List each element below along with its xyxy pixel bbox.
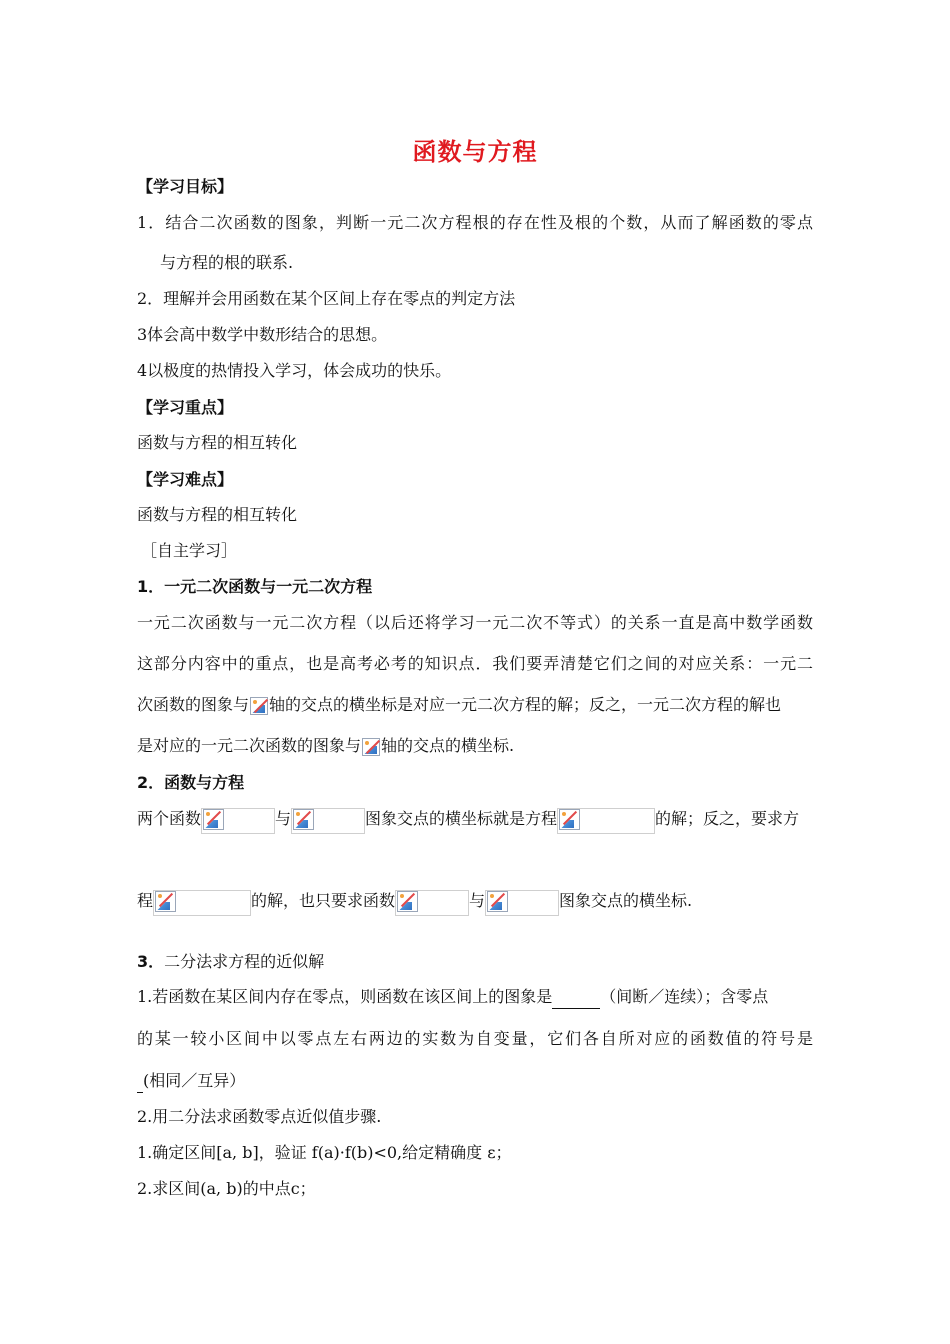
- objective-3: 3体会高中数学中数形结合的思想。: [137, 325, 388, 344]
- section-3-line-1-b: （间断／连续）；含零点: [600, 987, 769, 1006]
- section-3-line-2: 的某一较小区间中以零点左右两边的实数为自变量，它们各自所对应的函数值的符号是: [137, 1029, 813, 1048]
- section-1-line-4-start: 是对应的一元二次函数的图象与: [137, 736, 362, 755]
- section-1-paragraph-line-1: 一元二次函数与一元二次方程（以后还将学习一元二次不等式）的关系一直是高中数学函数: [137, 613, 813, 632]
- section-1-paragraph-line-2: 这部分内容中的重点，也是高考必考的知识点．我们要弄清楚它们之间的对应关系：一元二: [137, 654, 813, 673]
- section-2-line-2-c: 与: [469, 891, 486, 910]
- section-2-line-1-b: 与: [275, 809, 292, 828]
- section-2-line-2-a: 程: [137, 891, 154, 910]
- section-3-line-4: 2.用二分法求函数零点近似值步骤.: [137, 1107, 382, 1126]
- section-2-line-1-a: 两个函数: [137, 809, 202, 828]
- objective-4: 4以极度的热情投入学习，体会成功的快乐。: [137, 361, 452, 380]
- section-3-line-5: 1.确定区间[a, b]，验证 f(a)·f(b)<0,给定精确度 ε；: [137, 1143, 512, 1162]
- formula-image-box: [395, 890, 469, 916]
- focus-heading: 【学习重点】: [137, 398, 234, 417]
- section-1-paragraph-line-4: [137, 735, 514, 757]
- page-title: 函数与方程: [412, 138, 538, 166]
- broken-image-icon: [203, 809, 224, 830]
- section-2-line-1: [137, 808, 799, 834]
- broken-image-icon: [559, 809, 580, 830]
- section-1-paragraph-line-3: [137, 694, 813, 716]
- difficulty-text: 函数与方程的相互转化: [137, 505, 298, 524]
- difficulty-heading: 【学习难点】: [137, 470, 234, 489]
- section-3-heading: [137, 951, 324, 973]
- section-1-line-4-end: 轴的交点的横坐标.: [381, 736, 515, 755]
- section-3-line-3: [137, 1070, 245, 1093]
- section-2-line-2: [137, 890, 692, 916]
- section-3-line-1-a: 1.若函数在某区间内存在零点，则函数在该区间上的图象是: [137, 987, 553, 1006]
- formula-image-box: [291, 808, 365, 834]
- section-2-heading: 2．函数与方程: [137, 773, 245, 792]
- broken-image-icon: [155, 891, 176, 912]
- fill-blank: [552, 986, 600, 1009]
- broken-image-icon: [293, 809, 314, 830]
- broken-image-icon: [362, 738, 380, 756]
- formula-image-box: [153, 890, 251, 916]
- objective-2: 2．理解并会用函数在某个区间上存在零点的判定方法: [137, 289, 516, 308]
- broken-image-icon: [397, 891, 418, 912]
- section-3-title: 二分法求方程的近似解: [164, 952, 325, 971]
- section-1-heading: 1．一元二次函数与一元二次方程: [137, 577, 373, 596]
- section-3-line-3-text: (相同／互异）: [143, 1071, 246, 1090]
- broken-image-icon: [487, 891, 508, 912]
- section-2-line-1-c: 图象交点的横坐标就是方程: [365, 809, 558, 828]
- formula-image-box: [557, 808, 655, 834]
- section-2-line-2-d: 图象交点的横坐标.: [559, 891, 693, 910]
- section-3-number: 3．: [137, 952, 165, 971]
- section-2-line-2-b: 的解，也只要求函数: [251, 891, 396, 910]
- section-3-line-6: 2.求区间(a, b)的中点c；: [137, 1179, 316, 1198]
- section-3-line-1: [137, 986, 813, 1009]
- self-study-heading: ［自主学习］: [141, 541, 238, 560]
- section-1-line-3-end: 轴的交点的横坐标是对应一元二次方程的解；反之，一元二次方程的解也: [269, 695, 782, 714]
- objective-1-line-1: 1．结合二次函数的图象，判断一元二次方程根的存在性及根的个数，从而了解函数的零点: [137, 213, 813, 232]
- formula-image-box: [485, 890, 559, 916]
- objectives-heading: 【学习目标】: [137, 177, 234, 196]
- focus-text: 函数与方程的相互转化: [137, 433, 298, 452]
- formula-image-box: [201, 808, 275, 834]
- broken-image-icon: [250, 697, 268, 715]
- objective-1-line-2: 与方程的根的联系.: [160, 253, 294, 272]
- section-2-line-1-d: 的解；反之，要求方: [655, 809, 800, 828]
- section-1-line-3-start: 次函数的图象与: [137, 695, 250, 714]
